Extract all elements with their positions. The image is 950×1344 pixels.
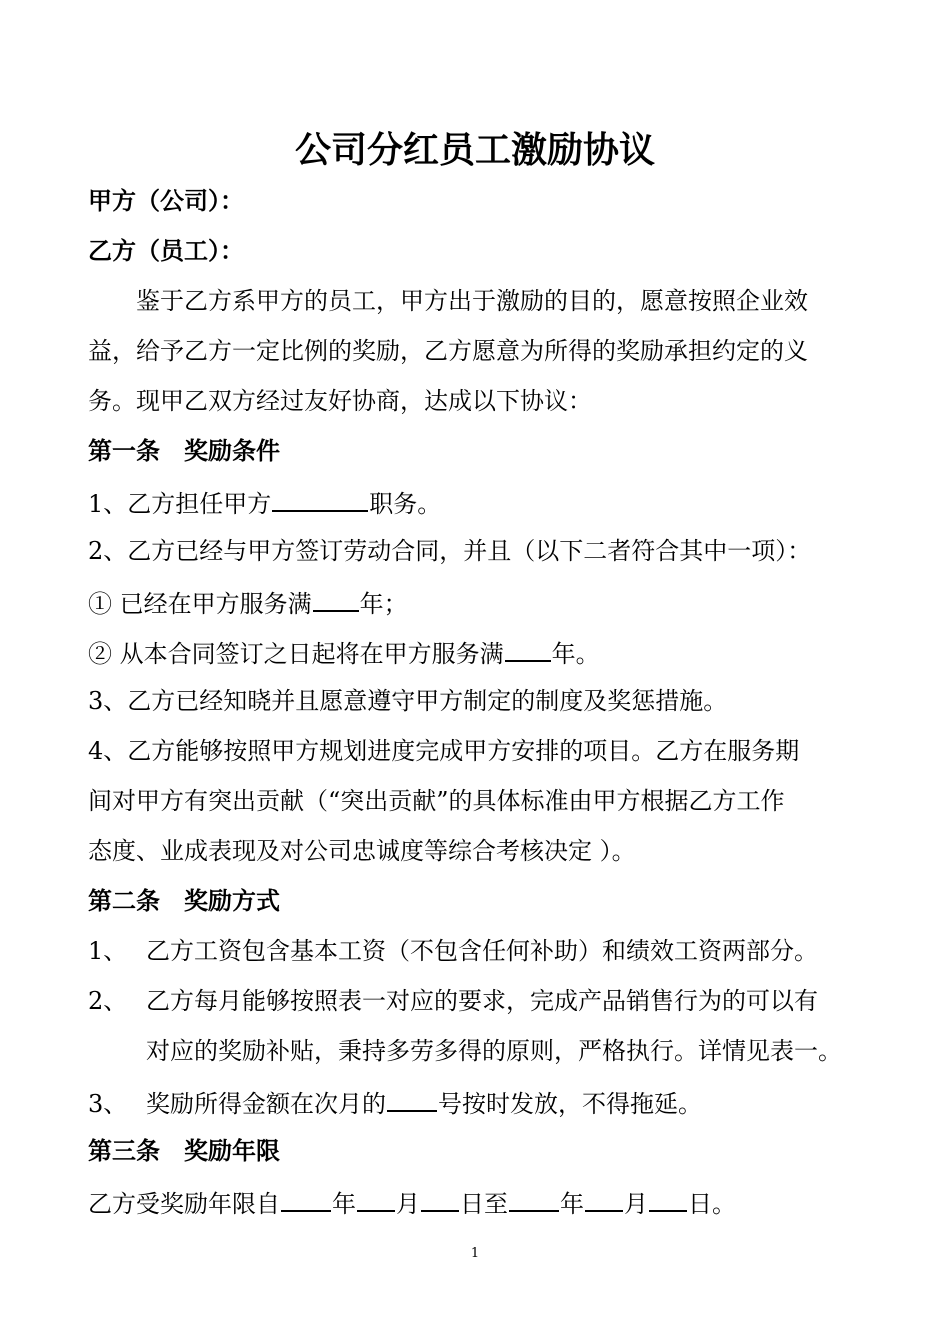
- article-1-item-2: 2、乙方已经与甲方签订劳动合同，并且（以下二者符合其中一项）：: [88, 537, 812, 565]
- item-text: 职务。: [369, 490, 442, 518]
- option-text: ② 从本合同签订之日起将在甲方服务满: [88, 640, 504, 668]
- item-text: 号按时发放，不得拖延。: [438, 1090, 702, 1118]
- party-a: 甲方（公司）：: [88, 187, 244, 215]
- article-1-item-4-line-2: 间对甲方有突出贡献（“突出贡献”的具体标准由甲方根据乙方工作: [88, 787, 785, 815]
- item-text: 奖励所得金额在次月的: [146, 1090, 386, 1118]
- item-number: 2、: [88, 987, 128, 1015]
- item-text: 1、乙方担任甲方: [88, 490, 272, 518]
- article-2-item-1: [88, 936, 888, 966]
- article-1-item-4-line-3: 态度、业成表现及对公司忠诚度等综合考核决定 ）。: [88, 837, 636, 865]
- blank-field-end-month: [585, 1186, 623, 1212]
- blank-field-years: [505, 636, 551, 662]
- text: 乙方受奖励年限自: [88, 1190, 280, 1218]
- text: 月: [624, 1190, 648, 1218]
- intro-line-2: 益，给予乙方一定比例的奖励，乙方愿意为所得的奖励承担约定的义: [88, 337, 808, 365]
- document-title: 公司分红员工激励协议: [294, 130, 655, 171]
- article-1-option-1: [88, 586, 888, 619]
- blank-field-end-day: [649, 1186, 687, 1212]
- page-number: 1: [470, 1246, 480, 1261]
- article-2-item-3: [88, 1086, 888, 1119]
- article-1-option-2: [88, 636, 888, 669]
- article-1-item-4-line-1: 4、乙方能够按照甲方规划进度完成甲方安排的项目。乙方在服务期: [88, 737, 800, 765]
- text: 月: [396, 1190, 420, 1218]
- item-text: 乙方工资包含基本工资（不包含任何补助）和绩效工资两部分。: [146, 937, 818, 965]
- article-3-text: [88, 1186, 888, 1219]
- article-1-item-3: 3、乙方已经知晓并且愿意遵守甲方制定的制度及奖惩措施。: [88, 687, 728, 715]
- blank-field-start-day: [421, 1186, 459, 1212]
- article-2-item-2: [88, 986, 888, 1016]
- text: 日至: [460, 1190, 508, 1218]
- article-3-heading: 第三条 奖励年限: [88, 1137, 280, 1165]
- text: 年: [332, 1190, 356, 1218]
- item-text: 乙方每月能够按照表一对应的要求，完成产品销售行为的可以有: [146, 987, 818, 1015]
- item-number: 3、: [88, 1090, 128, 1118]
- article-1-heading: 第一条 奖励条件: [88, 437, 280, 465]
- option-text: 年。: [551, 640, 600, 668]
- party-b: 乙方（员工）：: [88, 237, 244, 265]
- option-text: 年；: [359, 590, 408, 618]
- blank-field-start-month: [357, 1186, 395, 1212]
- blank-field-end-year: [509, 1186, 559, 1212]
- article-1-item-1: [88, 486, 888, 519]
- blank-field-years: [313, 586, 359, 612]
- article-2-heading: 第二条 奖励方式: [88, 887, 280, 915]
- blank-field-start-year: [281, 1186, 331, 1212]
- blank-field-day: [387, 1086, 437, 1112]
- article-2-item-2-continued: 对应的奖励补贴，秉持多劳多得的原则，严格执行。详情见表一。: [146, 1037, 842, 1065]
- intro-line-3: 务。现甲乙双方经过友好协商，达成以下协议：: [88, 387, 592, 415]
- item-number: 1、: [88, 937, 128, 965]
- text: 年: [560, 1190, 584, 1218]
- text: 日。: [688, 1190, 736, 1218]
- option-text: ① 已经在甲方服务满: [88, 590, 312, 618]
- intro-line-1: 鉴于乙方系甲方的员工，甲方出于激励的目的，愿意按照企业效: [88, 287, 808, 315]
- blank-field-position: [272, 486, 368, 512]
